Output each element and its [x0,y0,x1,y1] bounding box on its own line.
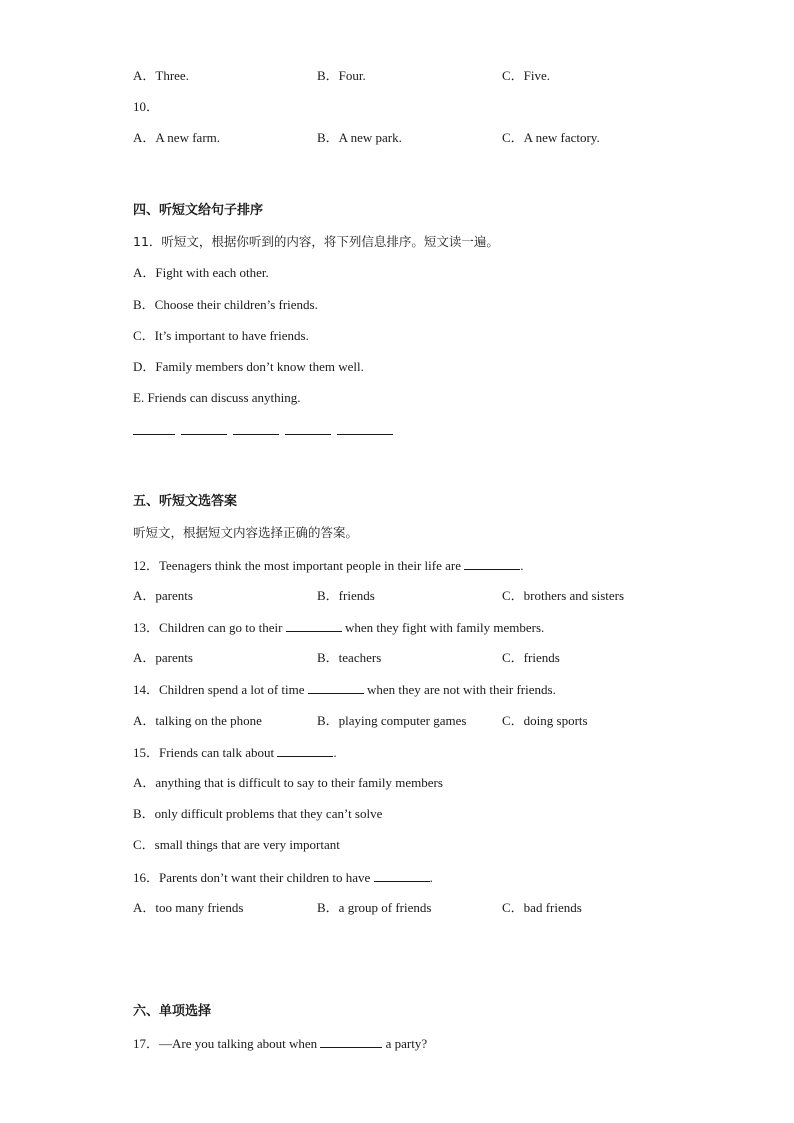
q16-option-b[interactable]: B．a group of friends [317,900,432,915]
q12-stem-post: . [520,558,524,573]
q16-stem-pre: 16．Parents don’t want their children to have [133,870,374,885]
q14-option-b[interactable]: B．playing computer games [317,713,467,728]
q13-option-b[interactable]: B．teachers [317,650,382,665]
q15-blank[interactable] [277,744,333,757]
q13-blank[interactable] [286,619,342,632]
q15-stem [133,744,337,761]
q11-item-a: A．Fight with each other. [133,265,269,280]
q15-option-b[interactable]: B．only difficult problems that they can’t solve [133,806,383,821]
section6-title: 六、单项选择 [133,1004,212,1019]
q14-stem [133,681,556,698]
q17-blank[interactable] [320,1035,382,1048]
q13-option-a[interactable]: A．parents [133,650,193,665]
q9-option-a[interactable]: A．Three. [133,68,189,83]
section5-title: 五、听短文选答案 [133,494,238,509]
q13-stem-post: when they fight with family members. [341,620,545,635]
q15-stem-post: . [333,745,337,760]
answer-blank-3[interactable] [233,422,279,435]
answer-blank-1[interactable] [133,422,175,435]
q15-stem-pre: 15．Friends can talk about [133,745,278,760]
q12-option-c[interactable]: C．brothers and sisters [502,588,625,603]
q17-stem-pre: 17．—Are you talking about when [133,1036,321,1051]
q12-option-b[interactable]: B．friends [317,588,375,603]
q9-option-c[interactable]: C．Five. [502,68,551,83]
q13-option-c[interactable]: C．friends [502,650,560,665]
q12-option-a[interactable]: A．parents [133,588,193,603]
answer-blank-5[interactable] [337,422,393,435]
q11-item-e: E. Friends can discuss anything. [133,390,301,405]
q11-item-c: C．It’s important to have friends. [133,328,309,343]
q11-item-b: B．Choose their children’s friends. [133,297,318,312]
q10-option-c[interactable]: C．A new factory. [502,130,600,145]
q11-answer-blanks [133,422,399,439]
q17-stem-post: a party? [382,1036,428,1051]
q16-stem [133,869,433,886]
q11-item-d: D．Family members don’t know them well. [133,359,364,374]
q15-option-c[interactable]: C．small things that are very important [133,837,340,852]
q14-option-c[interactable]: C．doing sports [502,713,588,728]
q12-stem-pre: 12．Teenagers think the most important people in their life are [133,558,465,573]
section5-instruction: 听短文，根据短文内容选择正确的答案。 [133,525,359,540]
q10-option-a[interactable]: A．A new farm. [133,130,221,145]
q13-stem [133,619,544,636]
q16-stem-post: . [429,870,433,885]
q16-option-c[interactable]: C．bad friends [502,900,582,915]
q14-stem-pre: 14．Children spend a lot of time [133,682,308,697]
q13-stem-pre: 13．Children can go to their [133,620,286,635]
q14-stem-post: when they are not with their friends. [363,682,556,697]
q12-stem [133,557,523,574]
q12-blank[interactable] [464,557,520,570]
q14-option-a[interactable]: A．talking on the phone [133,713,262,728]
q10-number: 10． [133,99,160,114]
q14-blank[interactable] [308,681,364,694]
q10-option-b[interactable]: B．A new park. [317,130,402,145]
q16-option-a[interactable]: A．too many friends [133,900,244,915]
answer-blank-4[interactable] [285,422,331,435]
q17-stem [133,1035,427,1052]
q9-option-b[interactable]: B．Four. [317,68,366,83]
q16-blank[interactable] [374,869,430,882]
section4-title: 四、听短文给句子排序 [133,203,264,218]
answer-blank-2[interactable] [181,422,227,435]
q15-option-a[interactable]: A．anything that is difficult to say to their family members [133,775,443,790]
q11-prompt: 11．听短文，根据你听到的内容，将下列信息排序。短文读一遍。 [133,234,499,249]
